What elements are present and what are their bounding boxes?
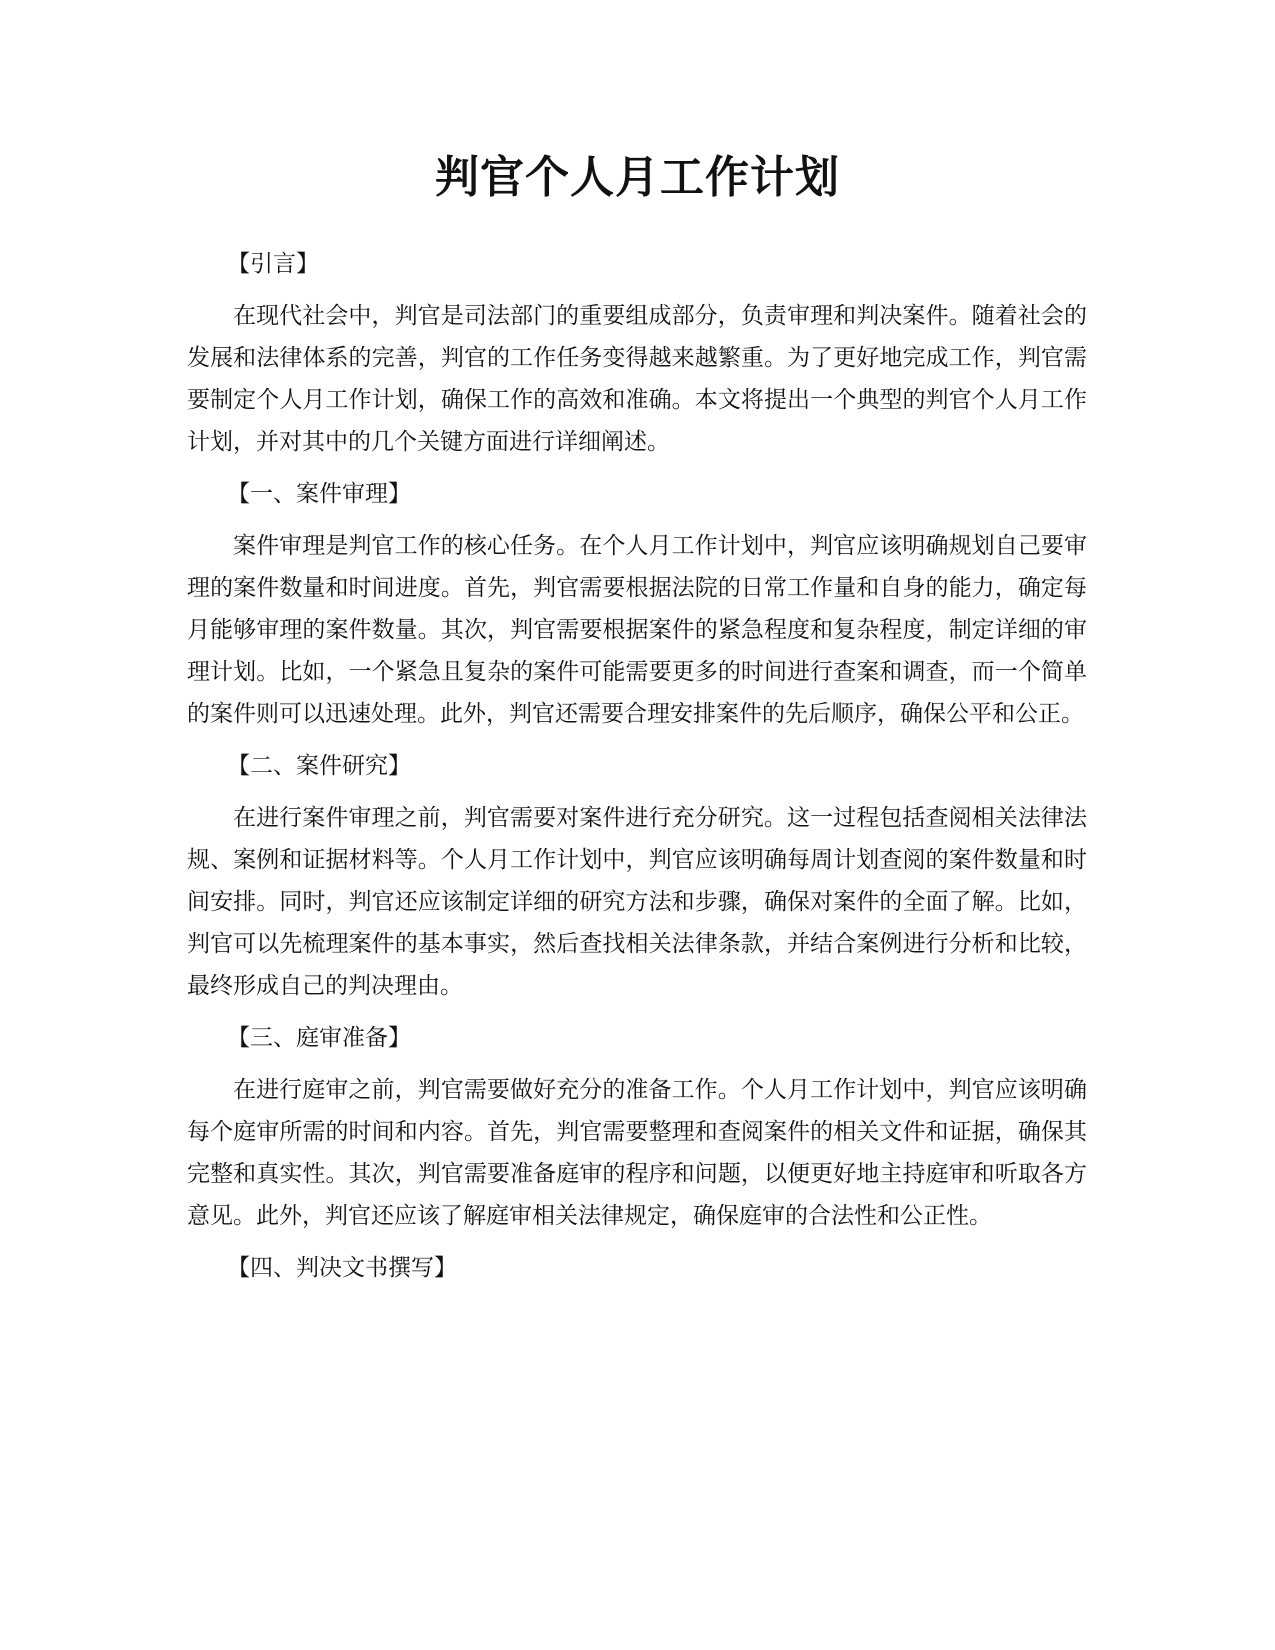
section-heading: 【二、案件研究】 <box>227 753 411 779</box>
section-case-trial <box>187 473 1087 735</box>
section-heading: 【四、判决文书撰写】 <box>227 1255 457 1281</box>
section-heading: 【引言】 <box>227 251 319 277</box>
section-paragraph: 案件审理是判官工作的核心任务。在个人月工作计划中，判官应该明确规划自己要审理的案件数量和时间进度。首先，判官需要根据法院的日常工作量和自身的能力，确定每月能够审理的案件数量。其次，判官需要根据案件的紧急程度和复杂程度，制定详细的审理计划。比如，一个紧急且复杂的案件可能需要更多的时间进行查案和调查，而一个简单的案件则可以迅速处理。此外，判官还需要合理安排案件的先后顺序，确保公平和公正。 <box>187 533 1087 727</box>
section-judgment-writing <box>187 1247 1087 1289</box>
section-paragraph: 在进行案件审理之前，判官需要对案件进行充分研究。这一过程包括查阅相关法律法规、案例和证据材料等。个人月工作计划中，判官应该明确每周计划查阅的案件数量和时间安排。同时，判官还应该制定详细的研究方法和步骤，确保对案件的全面了解。比如，判官可以先梳理案件的基本事实，然后查找相关法律条款，并结合案例进行分析和比较，最终形成自己的判决理由。 <box>187 805 1087 999</box>
document-title: 判官个人月工作计划 <box>435 152 840 203</box>
section-paragraph: 在进行庭审之前，判官需要做好充分的准备工作。个人月工作计划中，判官应该明确每个庭审所需的时间和内容。首先，判官需要整理和查阅案件的相关文件和证据，确保其完整和真实性。其次，判官需要准备庭审的程序和问题，以便更好地主持庭审和听取各方意见。此外，判官还应该了解庭审相关法律规定，确保庭审的合法性和公正性。 <box>187 1077 1087 1229</box>
section-paragraph: 在现代社会中，判官是司法部门的重要组成部分，负责审理和判决案件。随着社会的发展和法律体系的完善，判官的工作任务变得越来越繁重。为了更好地完成工作，判官需要制定个人月工作计划，确保工作的高效和准确。本文将提出一个典型的判官个人月工作计划，并对其中的几个关键方面进行详细阐述。 <box>187 303 1087 455</box>
section-case-research <box>187 745 1087 1007</box>
section-heading: 【一、案件审理】 <box>227 481 411 507</box>
section-introduction <box>187 243 1087 463</box>
section-hearing-preparation <box>187 1017 1087 1237</box>
document-body <box>187 243 1087 1299</box>
section-heading: 【三、庭审准备】 <box>227 1025 411 1051</box>
